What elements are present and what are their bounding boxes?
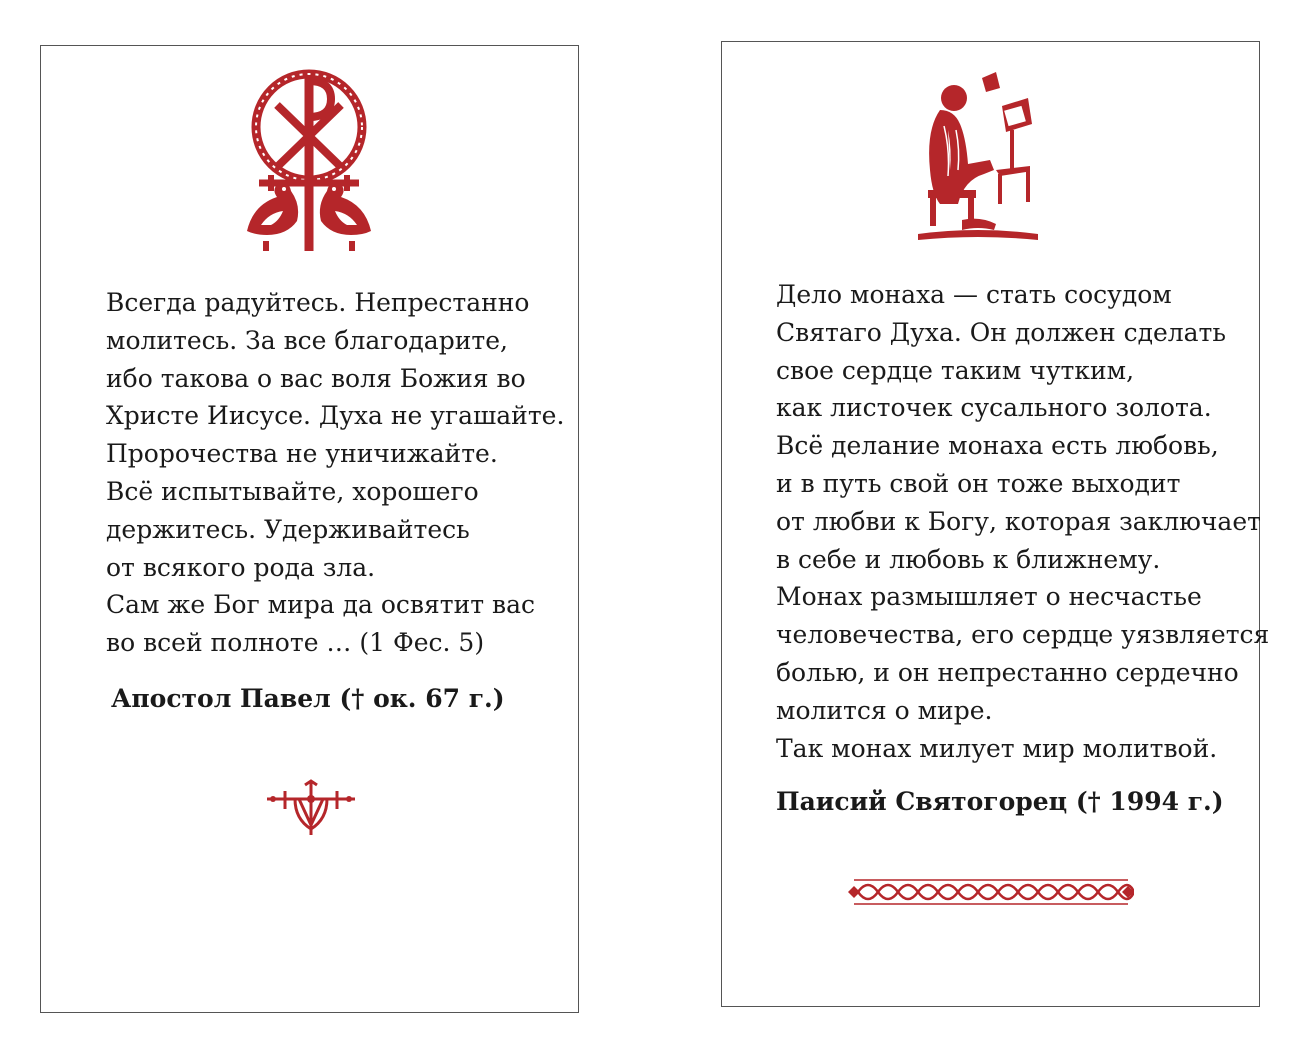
monk-scribe-icon	[918, 70, 1048, 244]
quote-line: болью, и он непрестанно сердечно	[776, 657, 1239, 687]
quote-line: Всегда радуйтесь. Непрестанно	[106, 288, 530, 317]
quote-line: Христе Иисусе. Духа не угашайте.	[106, 401, 565, 431]
quote-line: молится о мире.	[776, 695, 993, 725]
small-cross-ornament-icon	[265, 779, 357, 837]
quote-author: Паисий Святогорец († 1994 г.)	[776, 787, 1224, 816]
decorative-band-ornament-icon	[848, 872, 1134, 912]
quote-line: молитесь. За все благодарите,	[106, 325, 508, 355]
quote-line: и в путь свой он тоже выходит	[776, 468, 1181, 498]
quote-line: как листочек сусального золота.	[776, 393, 1212, 423]
quote-line: свое сердце таким чутким,	[776, 355, 1135, 385]
quote-line: Дело монаха — стать сосудом	[776, 280, 1172, 309]
chi-rho-with-doves-icon	[237, 63, 382, 255]
quote-text	[776, 276, 1269, 767]
quote-author: Апостол Павел († ок. 67 г.)	[111, 684, 505, 713]
quote-line: Монах размышляет о несчастье	[776, 582, 1202, 612]
quote-line: от любви к Богу, которая заключает	[776, 506, 1261, 536]
quote-line: от всякого рода зла.	[106, 552, 376, 582]
quote-text	[106, 284, 564, 662]
quote-line: в себе и любовь к ближнему.	[776, 544, 1161, 574]
quote-line: держитесь. Удерживайтесь	[106, 514, 470, 544]
quote-line: во всей полноте … (1 Фес. 5)	[106, 628, 485, 658]
quote-line: человечества, его сердце уязвляется	[776, 620, 1270, 650]
quote-line: Всё испытывайте, хорошего	[106, 476, 479, 506]
quote-line: Святаго Духа. Он должен сделать	[776, 317, 1226, 347]
quote-line: Так монах милует мир молитвой.	[776, 733, 1218, 763]
quote-line: ибо такова о вас воля Божия во	[106, 363, 526, 393]
quote-line: Пророчества не уничижайте.	[106, 439, 498, 469]
quote-line: Сам же Бог мира да освятит вас	[106, 590, 535, 620]
quote-line: Всё делание монаха есть любовь,	[776, 431, 1219, 461]
quote-card-apostle-paul	[40, 45, 579, 1013]
quote-card-paisios	[721, 41, 1270, 1007]
